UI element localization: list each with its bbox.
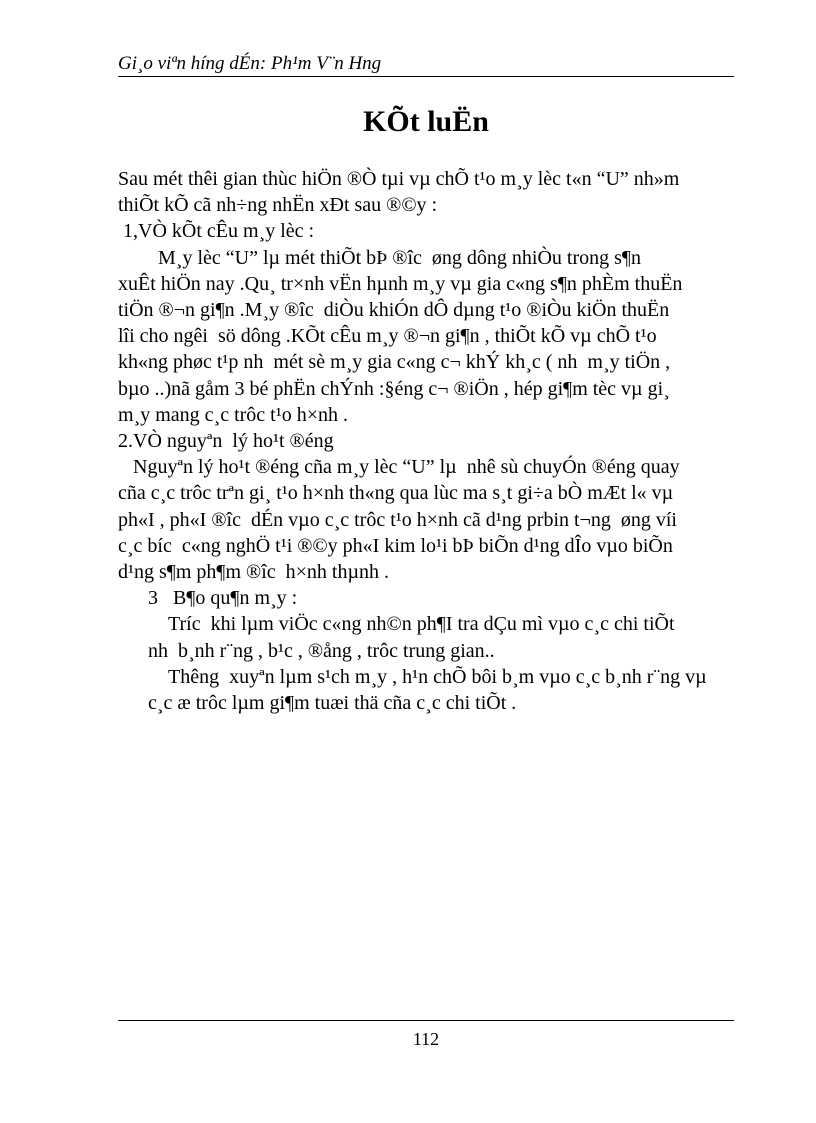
text-line: xuÊt hiÖn nay .Qu¸ tr×nh vËn hµnh m¸y vµ gia c«ng s¶n phÈm thuËn <box>118 272 683 295</box>
text-line: c¸c æ trôc lµm gi¶m tuæi thä cña c¸c chi tiÕt . <box>118 692 517 715</box>
text-line: kh«ng phøc t¹p nh mét sè m¸y gia c«ng c¬ khÝ kh¸c ( nh m¸y tiÖn , <box>118 351 671 374</box>
text-line: Tríc khi lµm viÖc c«ng nh©n ph¶I tra dÇu mì vµo c¸c chi tiÕt <box>118 613 675 636</box>
text-line: tiÖn ®¬n gi¶n .M¸y ®îc diÒu khiÓn dÔ dµng t¹o ®iÒu kiÖn thuËn <box>118 299 670 322</box>
text-line: Sau mét thêi gian thùc hiÖn ®Ò tµi vµ chÕ t¹o m¸y lèc t«n “U” nh»m <box>118 168 680 190</box>
text-line: c¸c bíc c«ng nghÖ t¹i ®©y ph«I kim lo¹i bÞ biÕn d¹ng dÎo vµo biÕn <box>118 534 673 557</box>
text-line: Thêng xuyªn lµm s¹ch m¸y , h¹n chÕ bôi b¸m vµo c¸c b¸nh r¨ng vµ <box>118 665 707 688</box>
text-line: d¹ng s¶m ph¶m ®îc h×nh thµnh . <box>118 561 390 584</box>
text-line: nh b¸nh r¨ng , b¹c , ®ång , trôc trung gian.. <box>118 639 495 662</box>
page-header: Gi¸o viªn híng dÉn: Ph¹m V¨n Hng <box>118 53 382 74</box>
section-heading: 2.VÒ nguyªn lý ho¹t ®éng <box>118 430 334 453</box>
text-line: Nguyªn lý ho¹t ®éng cña m¸y lèc “U” lµ nhê sù chuyÓn ®éng quay <box>118 456 680 479</box>
text-line: thiÕt kÕ cã nh÷ng nhËn xÐt sau ®©y : <box>118 194 438 217</box>
text-line: ph«I , ph«I ®îc dÉn vµo c¸c trôc t¹o h×nh cã d¹ng prbin t¬ng øng víi <box>118 508 677 531</box>
page-number: 112 <box>412 1029 440 1049</box>
text-line: cña c¸c trôc trªn gi¸ t¹o h×nh th«ng qua lùc ma s¸t gi÷a bÒ mÆt l« vµ <box>118 482 674 505</box>
text-line: bµo ..)nã gåm 3 bé phËn chÝnh :§éng c¬ ®iÖn , hép gi¶m tèc vµ gi¸ <box>118 377 670 400</box>
header-divider <box>118 76 734 77</box>
section-heading: 1,VÒ kÕt cÊu m¸y lèc : <box>118 220 315 243</box>
footer-divider <box>118 1020 734 1021</box>
section-heading: 3 B¶o qu¶n m¸y : <box>118 587 298 610</box>
text-line: M¸y lèc “U” lµ mét thiÕt bÞ ®îc øng dông nhiÒu trong s¶n <box>118 246 641 269</box>
text-line: lîi cho ngêi sö dông .KÕt cÊu m¸y ®¬n gi¶n , thiÕt kÕ vµ chÕ t¹o <box>118 325 657 348</box>
page-title: KÕt luËn <box>363 105 489 138</box>
body-text <box>118 166 734 716</box>
text-line: m¸y mang c¸c trôc t¹o h×nh . <box>118 403 348 426</box>
